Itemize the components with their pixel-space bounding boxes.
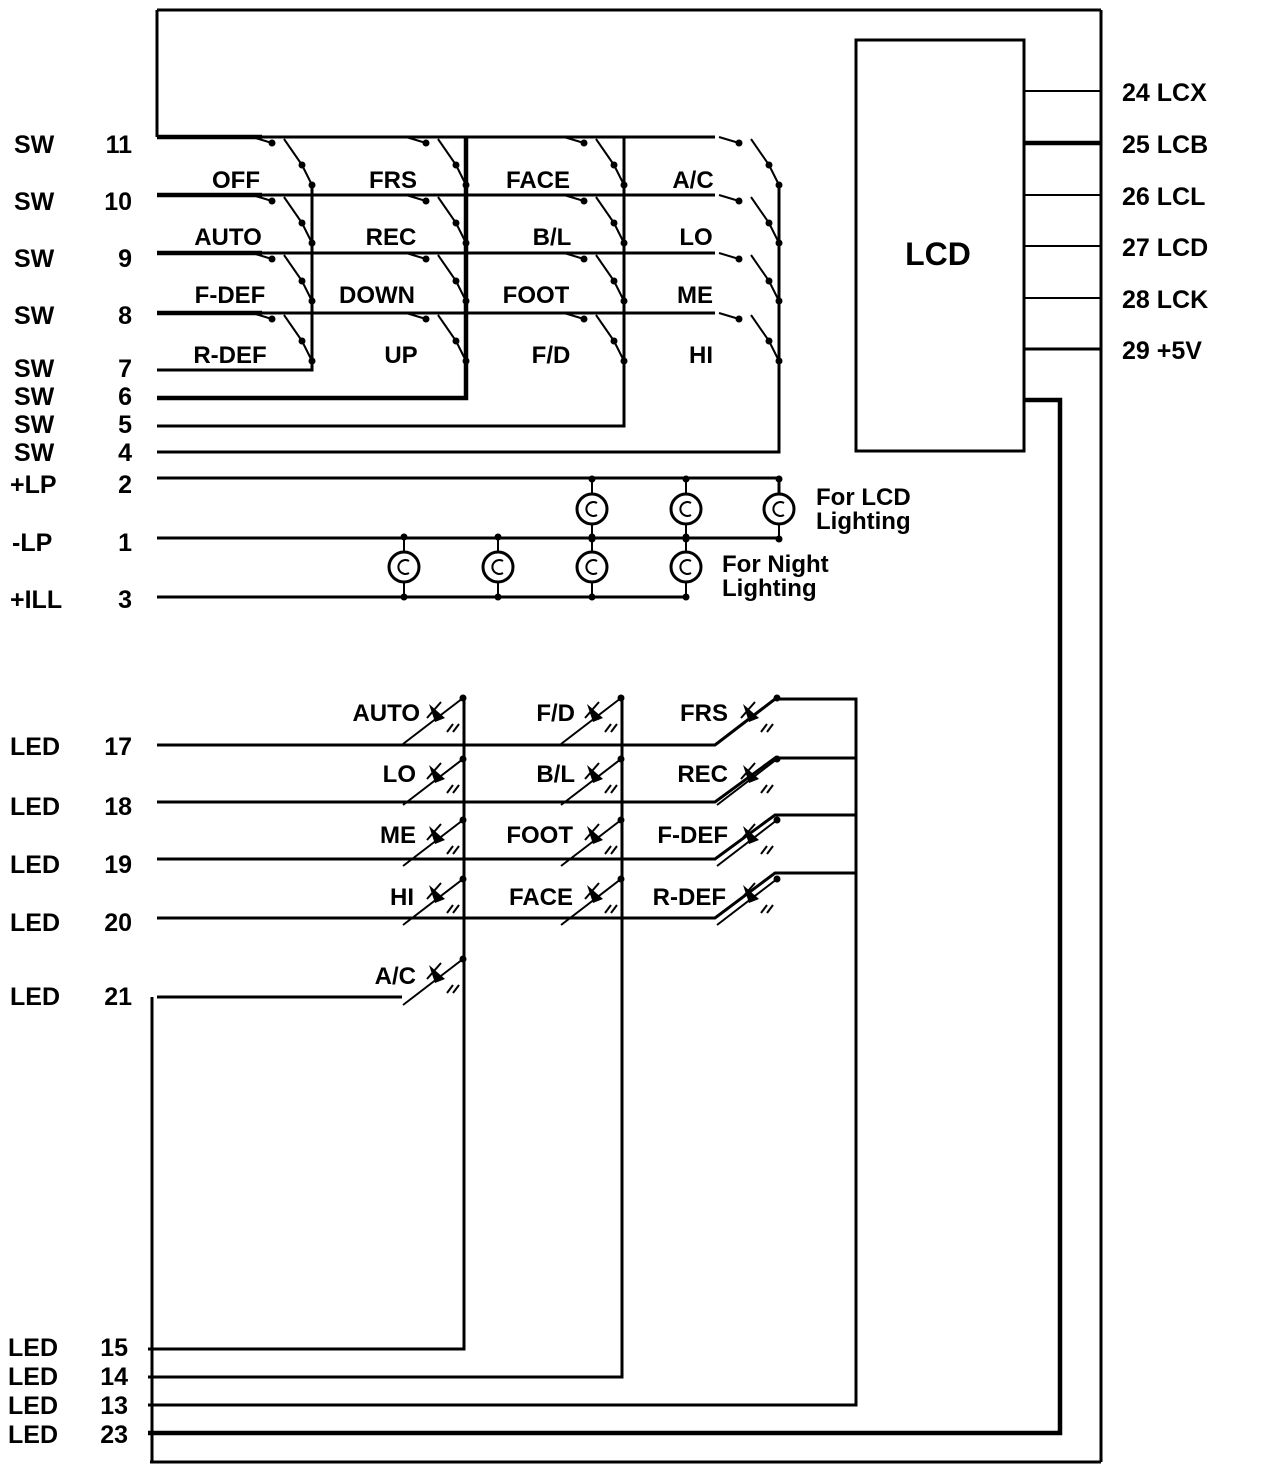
switch-label: ME — [677, 282, 713, 309]
switch-symbol — [719, 137, 783, 189]
pin-number: 9 — [118, 245, 132, 273]
pin-number: 15 — [100, 1334, 128, 1362]
switch-symbol — [564, 195, 628, 247]
lcd-title: LCD — [905, 236, 971, 272]
pin-name: +LP — [10, 471, 57, 499]
pin-name: SW — [14, 302, 55, 330]
pin-number: 3 — [118, 586, 132, 614]
switch-label: HI — [689, 342, 713, 369]
pin-number: 14 — [100, 1363, 128, 1391]
pin-27-lcd: 27 LCD — [1122, 234, 1209, 262]
pin-name: SW — [14, 439, 55, 467]
pin-name: SW — [14, 411, 55, 439]
led-label: HI — [390, 884, 414, 911]
pin-name: SW — [14, 131, 55, 159]
pin-number: 10 — [104, 188, 132, 216]
led-symbols — [403, 695, 781, 1006]
lcd-lighting-note: Lighting — [816, 508, 911, 535]
led-label: A/C — [374, 963, 416, 990]
led-label: F/D — [536, 700, 575, 727]
switch-symbol — [564, 137, 628, 189]
led-label: LO — [382, 761, 416, 788]
switch-label: F/D — [531, 342, 571, 369]
pin-number: 4 — [118, 439, 132, 467]
lcd-lighting-note: For LCD — [816, 484, 911, 511]
led-label: FACE — [508, 884, 573, 911]
pin-name: LED — [10, 909, 60, 937]
led-label: AUTO — [352, 700, 420, 727]
switch-label: B/L — [532, 224, 572, 251]
pin-29-5v: 29 +5V — [1122, 337, 1202, 365]
pin-name: +ILL — [10, 586, 63, 614]
lamp-notes — [722, 484, 911, 602]
switch-symbol — [564, 253, 628, 305]
pin-number: 20 — [104, 909, 132, 937]
pin-number: 6 — [118, 383, 132, 411]
switch-label: UP — [384, 342, 418, 369]
pin-number: 2 — [118, 471, 132, 499]
pin-name: LED — [10, 851, 60, 879]
pin-name: SW — [14, 383, 55, 411]
right-pin-labels — [1122, 79, 1208, 365]
pin-name: LED — [8, 1392, 58, 1420]
switch-symbol — [719, 253, 783, 305]
switch-label: OFF — [212, 167, 260, 194]
pin-number: 21 — [104, 983, 132, 1011]
pin-name: LED — [10, 733, 60, 761]
left-pin-labels — [8, 131, 132, 1449]
pin-name: SW — [14, 245, 55, 273]
pin-number: 1 — [118, 529, 132, 557]
led-label: FRS — [680, 700, 728, 727]
switch-symbol — [406, 253, 470, 305]
night-lighting-note: Lighting — [722, 575, 817, 602]
pin-24-lcx: 24 LCX — [1122, 79, 1207, 107]
switch-label: LO — [679, 224, 713, 251]
pin-number: 11 — [105, 131, 132, 159]
pin-28-lck: 28 LCK — [1122, 286, 1209, 314]
pin-name: LED — [8, 1334, 58, 1362]
led-icon — [717, 876, 781, 926]
led-label: F-DEF — [657, 822, 728, 849]
switch-label: REC — [365, 224, 417, 251]
switch-label: FRS — [369, 167, 417, 194]
pin-name: SW — [14, 355, 55, 383]
pin-number: 19 — [104, 851, 132, 879]
switch-label: A/C — [672, 167, 714, 194]
led-matrix — [148, 697, 856, 1405]
switch-symbol — [719, 195, 783, 247]
switch-symbol — [252, 137, 316, 189]
pin-name: SW — [14, 188, 55, 216]
led-label: ME — [380, 822, 416, 849]
switch-label: FOOT — [502, 282, 570, 309]
pin-number: 8 — [118, 302, 132, 330]
switch-label: F-DEF — [194, 282, 266, 309]
pin-name: -LP — [12, 529, 53, 557]
pin-name: LED — [10, 983, 60, 1011]
pin-number: 17 — [104, 733, 132, 761]
led-label: FOOT — [506, 822, 573, 849]
led-label: REC — [677, 761, 728, 788]
switch-label: FACE — [505, 167, 571, 194]
switch-label: AUTO — [194, 224, 262, 251]
switch-label: R-DEF — [193, 342, 267, 369]
switch-label: DOWN — [339, 282, 415, 309]
pin-number: 13 — [100, 1392, 128, 1420]
pin-26-lcl: 26 LCL — [1122, 183, 1206, 211]
pin-number: 5 — [118, 411, 132, 439]
switch-symbol — [719, 313, 783, 365]
pin-name: LED — [10, 793, 60, 821]
pin-name: LED — [8, 1421, 58, 1449]
switch-symbol — [564, 313, 628, 365]
led-label: R-DEF — [652, 884, 726, 911]
pin-number: 23 — [100, 1421, 128, 1449]
pin-25-lcb: 25 LCB — [1122, 131, 1209, 159]
pin-number: 7 — [118, 355, 132, 383]
led-label: B/L — [536, 761, 575, 788]
pin-number: 18 — [104, 793, 132, 821]
night-lighting-note: For Night — [722, 551, 829, 578]
pin-name: LED — [8, 1363, 58, 1391]
